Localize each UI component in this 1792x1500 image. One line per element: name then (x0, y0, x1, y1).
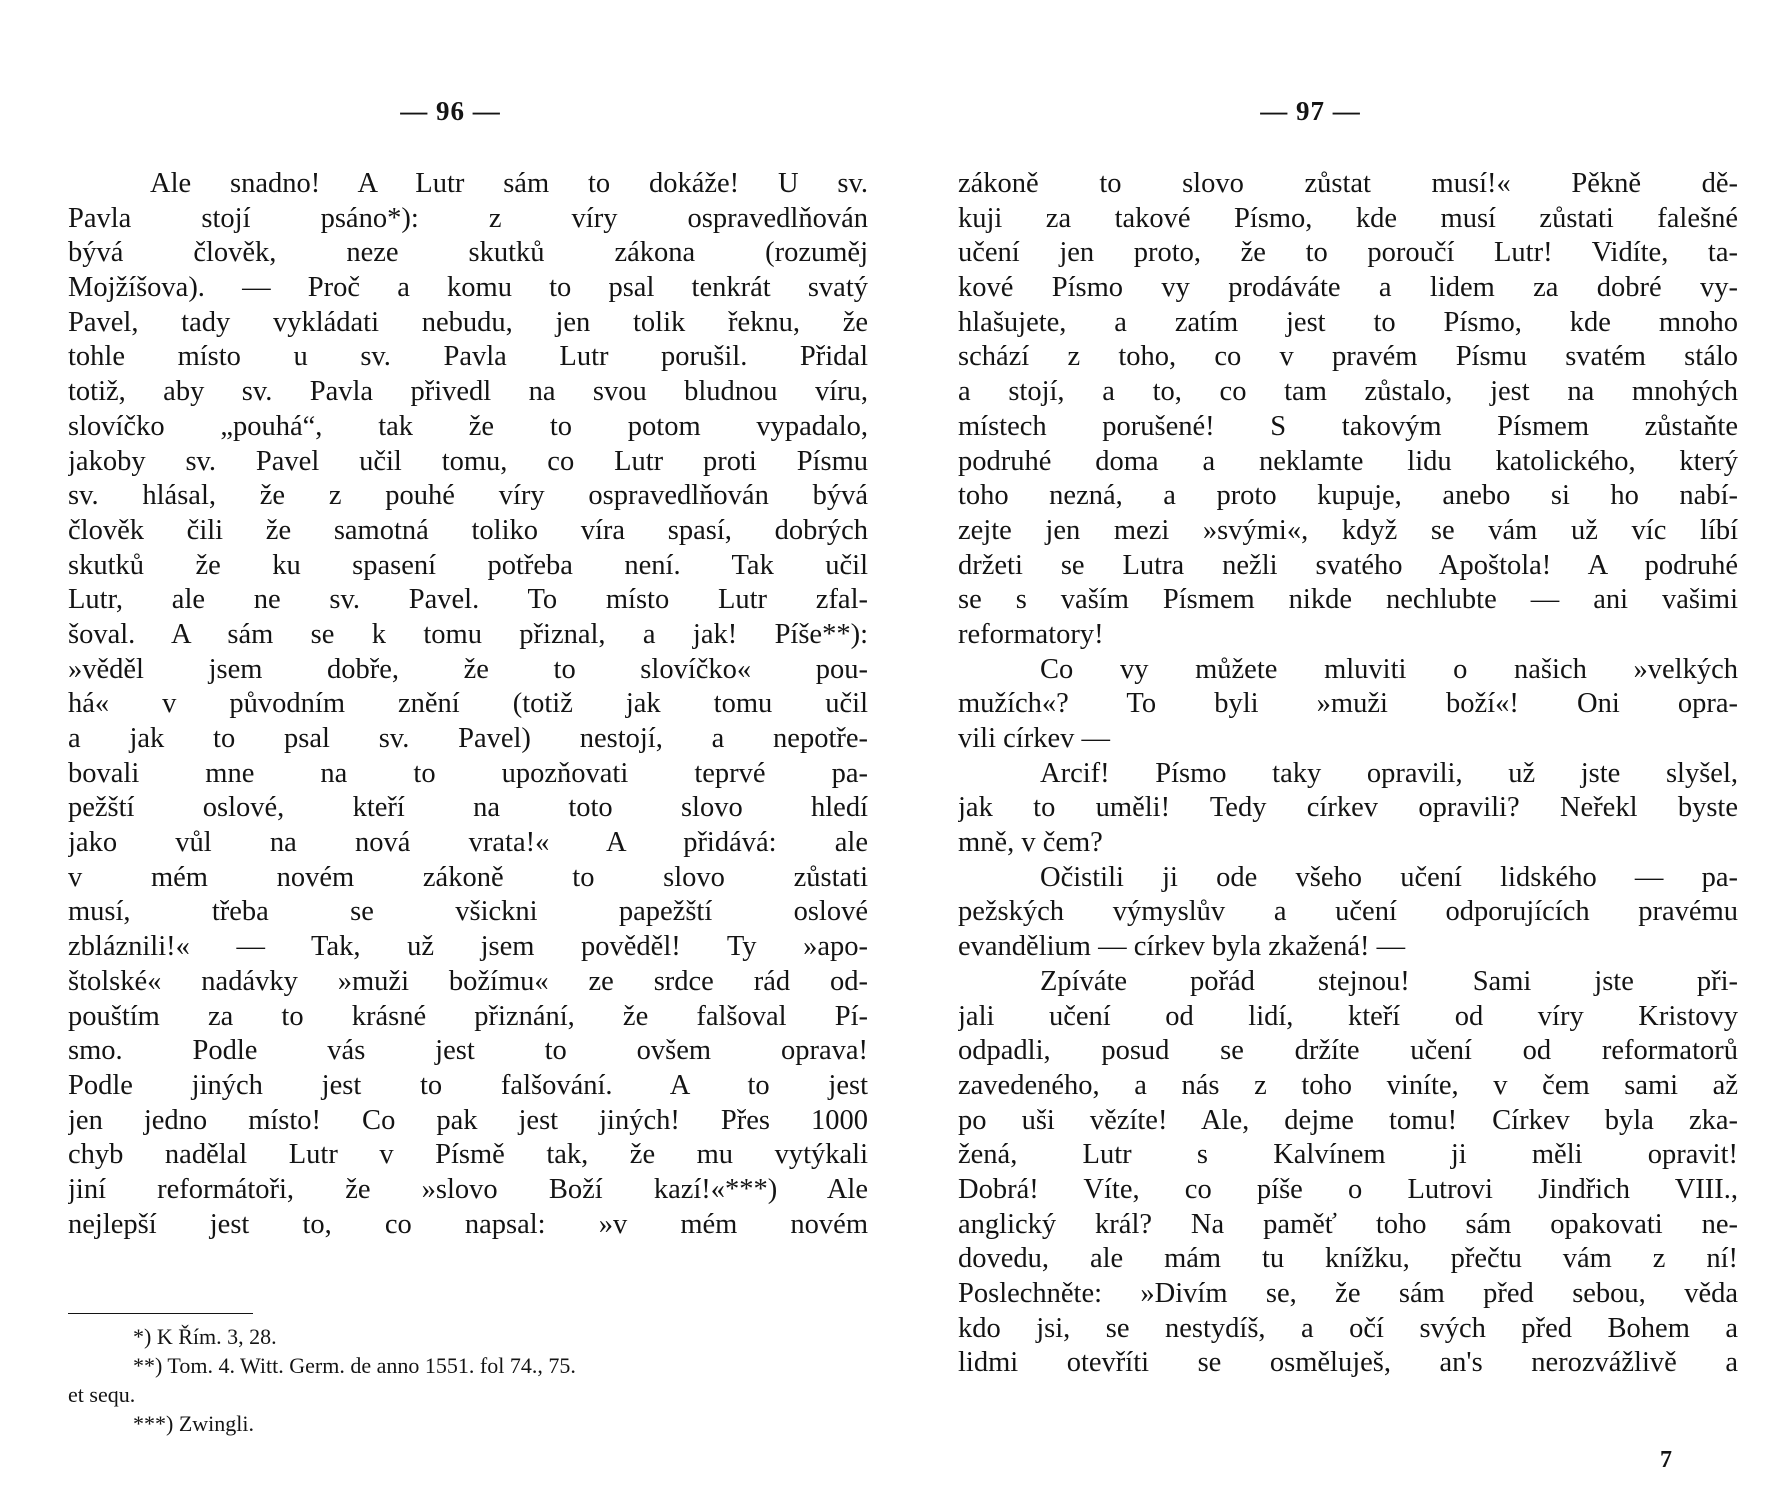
text-line: Zpíváte pořád stejnou! Sami jste při- (1040, 965, 1738, 997)
text-line: žená, Lutr s Kalvínem ji měli opravit! (958, 1139, 1738, 1171)
text-line: evandělium — církev byla zkažená! — (958, 931, 1406, 963)
text-line: jiní reformátoři, že »slovo Boží kazí!«***) Ale (68, 1173, 868, 1205)
text-line: mužích«? To byli »muži boží«! Oni opra- (958, 688, 1738, 720)
text-line: pežských výmyslův a učení odporujících pravému (958, 896, 1738, 928)
text-line: hlašujete, a zatím jest to Písmo, kde mnoho (958, 306, 1738, 338)
body-text (958, 167, 1738, 1381)
text-line: Podle jiných jest to falšování. A to jest (68, 1069, 868, 1101)
text-line: mně, v čem? (958, 827, 1103, 859)
text-line: jako vůl na nová vrata!« A přidává: ale (68, 827, 868, 859)
text-line: lidmi otevříti se osměluješ, an's nerozvážlivě a (958, 1347, 1738, 1379)
text-line: šoval. A sám se k tomu přiznal, a jak! Píše**): (68, 618, 868, 650)
footnote: *) K Řím. 3, 28. (133, 1324, 277, 1349)
text-line: há« v původním znění (totiž jak tomu učil (68, 688, 868, 720)
right-page (958, 0, 1738, 1500)
text-line: zbláznili!« — Tak, už jsem pověděl! Ty »apo- (68, 931, 868, 963)
text-line: jakoby sv. Pavel učil tomu, co Lutr proti Písmu (68, 445, 868, 477)
text-line: zákoně to slovo zůstat musí!« Pěkně dě- (958, 168, 1738, 199)
text-line: toho nezná, a proto kupuje, anebo si ho nabí- (958, 480, 1738, 512)
footnotes (68, 1322, 868, 1438)
text-line: jak to uměli! Tedy církev opravili? Neřekl byste (958, 792, 1738, 824)
text-line: kuji za takové Písmo, kde musí zůstati falešné (958, 202, 1738, 234)
text-line: Očistili ji ode všeho učení lidského — pa- (1040, 861, 1738, 893)
text-line: Dobrá! Víte, co píše o Lutrovi Jindřich VIII., (958, 1173, 1738, 1205)
text-line: Poslechněte: »Divím se, že sám před sebou, věda (958, 1278, 1738, 1309)
text-line: podruhé doma a neklamte lidu katolického, který (958, 445, 1738, 477)
text-line: anglický král? Na paměť toho sám opakovati ne- (958, 1208, 1738, 1240)
text-line: skutků že ku spasení potřeba není. Tak učil (68, 549, 868, 581)
text-line: slovíčko „pouhá“, tak že to potom vypadalo, (68, 410, 868, 442)
text-line: štolské« nadávky »muži božímu« ze srdce rád od- (68, 965, 868, 997)
text-line: smo. Podle vás jest to ovšem oprava! (68, 1035, 868, 1067)
text-line: po uši vězíte! Ale, dejme tomu! Církev byla zka- (958, 1104, 1738, 1136)
text-line: schází z toho, co v pravém Písmu svatém stálo (958, 341, 1738, 373)
text-line: kové Písmo vy prodáváte a lidem za dobré vy- (958, 272, 1738, 304)
text-line: jali učení od lidí, kteří od víry Kristovy (958, 1000, 1738, 1032)
text-line: reformatory! (958, 618, 1104, 650)
text-line: jen jedno místo! Co pak jest jiných! Přes 1000 (68, 1104, 868, 1136)
text-line: kdo jsi, se nestydíš, a očí svých před Bohem a (958, 1312, 1738, 1344)
text-line: držeti se Lutra nežli svatého Apoštola! A podruhé (958, 549, 1738, 581)
footnote-divider (68, 1313, 253, 1314)
text-line: zejte jen mezi »svými«, když se vám už víc líbí (958, 514, 1738, 546)
text-line: tohle místo u sv. Pavla Lutr porušil. Přidal (68, 341, 868, 373)
text-line: Pavla stojí psáno*): z víry ospravedlňován (68, 202, 868, 234)
text-line: Ale snadno! A Lutr sám to dokáže! U sv. (150, 168, 868, 199)
text-line: učení jen proto, že to poroučí Lutr! Vidíte, ta- (958, 237, 1738, 269)
text-line: odpadli, posud se držíte učení od reformatorů (958, 1035, 1738, 1067)
text-line: musí, třeba se všickni papežští oslové (68, 896, 868, 928)
text-line: místech porušené! S takovým Písmem zůstaňte (958, 410, 1738, 442)
text-line: nejlepší jest to, co napsal: »v mém novém (68, 1208, 868, 1240)
text-line: pežští oslové, kteří na toto slovo hledí (68, 792, 868, 824)
text-line: vili církev — (958, 723, 1110, 754)
text-line: sv. hlásal, že z pouhé víry ospravedlňován bývá (68, 480, 868, 512)
page-number: — 96 — (400, 96, 501, 126)
text-line: Pavel, tady vykládati nebudu, jen tolik řeknu, že (68, 306, 868, 338)
footnote: ***) Zwingli. (133, 1411, 254, 1436)
text-line: v mém novém zákoně to slovo zůstati (68, 861, 868, 893)
text-line: bývá člověk, neze skutků zákona (rozuměj (68, 237, 868, 269)
signature-mark: 7 (1660, 1447, 1672, 1473)
text-line: a jak to psal sv. Pavel) nestojí, a nepotře- (68, 723, 868, 754)
text-line: pouštím za to krásné přiznání, že falšoval Pí- (68, 1000, 868, 1032)
text-line: bovali mne na to upozňovati teprvé pa- (68, 757, 868, 789)
text-line: Arcif! Písmo taky opravili, už jste slyšel, (1040, 757, 1738, 789)
text-line: Co vy můžete mluviti o našich »velkých (1040, 653, 1738, 685)
text-line: člověk čili že samotná toliko víra spasí, dobrých (68, 514, 868, 546)
text-line: chyb nadělal Lutr v Písmě tak, že mu vytýkali (68, 1139, 868, 1171)
page-number: — 97 — (1260, 96, 1361, 126)
body-text (68, 167, 868, 1242)
footnote: **) Tom. 4. Witt. Germ. de anno 1551. fol 74., 75. (133, 1353, 576, 1378)
text-line: zavedeného, a nás z toho viníte, v čem sami až (958, 1069, 1738, 1101)
text-line: a stojí, a to, co tam zůstalo, jest na mnohých (958, 376, 1738, 408)
text-line: totiž, aby sv. Pavla přivedl na svou bludnou víru, (68, 376, 868, 408)
text-line: »věděl jsem dobře, že to slovíčko« pou- (68, 653, 868, 685)
footnote: et sequ. (68, 1382, 136, 1407)
left-page (68, 0, 868, 1500)
text-line: Lutr, ale ne sv. Pavel. To místo Lutr zfal- (68, 584, 868, 616)
text-line: Mojžíšova). — Proč a komu to psal tenkrát svatý (68, 272, 868, 304)
text-line: dovedu, ale mám tu knížku, přečtu vám z ní! (958, 1243, 1738, 1275)
text-line: se s vaším Písmem nikde nechlubte — ani vašimi (958, 584, 1738, 616)
